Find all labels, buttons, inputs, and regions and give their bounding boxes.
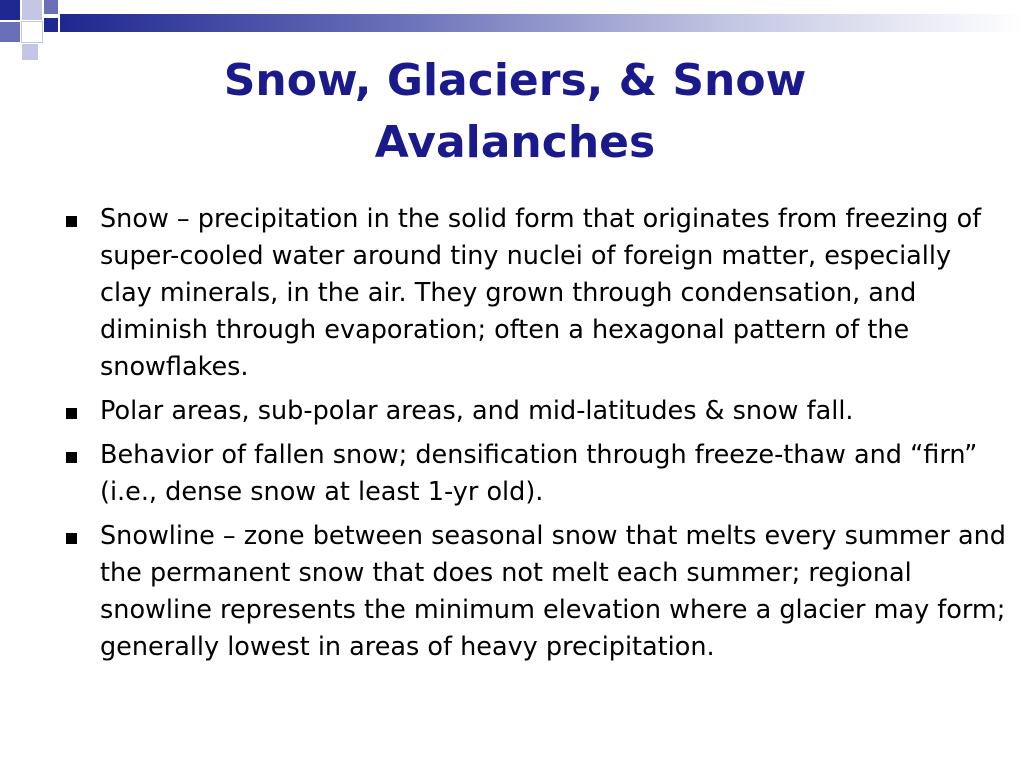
square-bullet-icon — [66, 408, 77, 419]
deco-square — [0, 0, 20, 20]
deco-square — [22, 44, 38, 60]
deco-square — [0, 22, 20, 42]
slide-title: Snow, Glaciers, & Snow Avalanches — [223, 55, 807, 168]
bullet-item — [62, 201, 1007, 386]
bullet-text: Snowline – zone between seasonal snow that melts every summer and the permanent snow that does not melt each summer; regional snowline represents the minimum elevation where a glacier may form; generally lowest in areas of heavy precipitation. — [100, 521, 1006, 662]
deco-square — [22, 22, 42, 42]
bullet-text: Snow – precipitation in the solid form that originates from freezing of super-cooled water around tiny nuclei of foreign matter, especially clay minerals, in the air. They grown through condensation, and diminish through evaporation; often a hexagonal pattern of the snowflakes. — [100, 204, 982, 382]
bullet-text: Polar areas, sub-polar areas, and mid-latitudes & snow fall. — [100, 396, 854, 426]
square-bullet-icon — [66, 533, 77, 544]
bullet-item — [62, 393, 1007, 430]
bullet-text: Behavior of fallen snow; densification through freeze-thaw and “firn” (i.e., dense snow at least 1-yr old). — [100, 440, 978, 507]
deco-square — [22, 0, 42, 20]
bullet-item — [62, 518, 1007, 666]
decorative-squares — [0, 0, 90, 70]
square-bullet-icon — [66, 452, 77, 463]
bullet-list — [62, 201, 1007, 673]
deco-square — [44, 18, 58, 32]
header-gradient-bar — [60, 14, 1024, 32]
deco-square — [44, 0, 58, 14]
bullet-item — [62, 437, 1007, 511]
square-bullet-icon — [66, 216, 77, 227]
